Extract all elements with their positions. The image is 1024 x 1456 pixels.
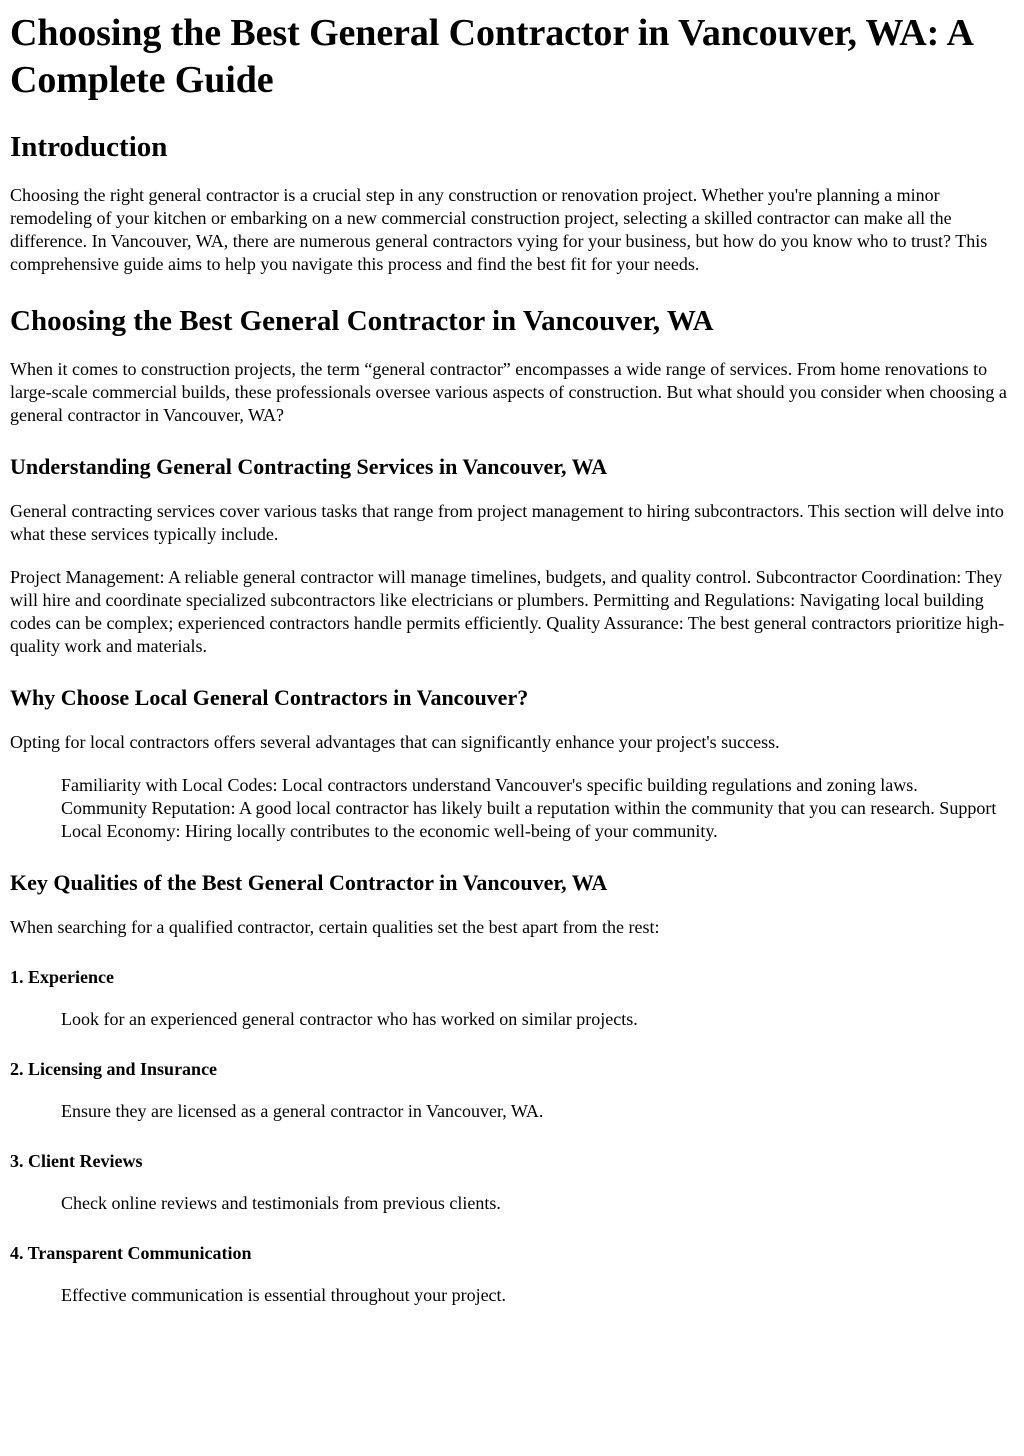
article [0,10,1024,1307]
services-list-paragraph: Project Management: A reliable general contractor will manage timelines, budgets, and quality control. Subcontractor Coordination: They will hire and coordinate specialized subcontractors like electricians or plumbers. Permitting and Regulations: Navigating local building codes can be complex; experienced contractors handle permits efficiently. Quality Assurance: The best general contractors prioritize high-quality work and materials. [10,567,1005,656]
main-section-heading: Choosing the Best General Contractor in Vancouver, WA [10,305,714,337]
qualities-paragraph: When searching for a qualified contractor, certain qualities set the best apart from the rest: [10,917,660,937]
local-heading: Why Choose Local General Contractors in Vancouver? [10,685,529,710]
quality-heading-experience: 1. Experience [10,967,114,987]
quality-text-communication: Effective communication is essential throughout your project. [61,1285,507,1305]
quality-text-licensing: Ensure they are licensed as a general contractor in Vancouver, WA. [61,1101,544,1121]
intro-paragraph: Choosing the right general contractor is a crucial step in any construction or renovation project. Whether you're planning a minor remodeling of your kitchen or embarking on a new commercial construction project, selecting a skilled contractor can make all the difference. In Vancouver, WA, there are numerous general contractors vying for your business, but how do you know who to trust? This comprehensive guide aims to help you navigate this process and find the best fit for your needs. [10,185,988,274]
quality-text-reviews: Check online reviews and testimonials from previous clients. [61,1193,501,1213]
quality-heading-reviews: 3. Client Reviews [10,1151,143,1171]
local-paragraph: Opting for local contractors offers several advantages that can significantly enhance your project's success. [10,732,780,752]
quality-text-experience: Look for an experienced general contractor who has worked on similar projects. [61,1009,638,1029]
qualities-heading: Key Qualities of the Best General Contractor in Vancouver, WA [10,870,608,895]
intro-heading: Introduction [10,131,168,163]
services-heading: Understanding General Contracting Services in Vancouver, WA [10,454,608,479]
page-title: Choosing the Best General Contractor in Vancouver, WA: A Complete Guide [10,12,972,101]
services-paragraph: General contracting services cover various tasks that range from project management to hiring subcontractors. This section will delve into what these services typically include. [10,501,1004,544]
main-section-paragraph: When it comes to construction projects, the term “general contractor” encompasses a wide range of services. From home renovations to large-scale commercial builds, these professionals oversee various aspects of construction. But what should you consider when choosing a general contractor in Vancouver, WA? [10,359,1007,425]
quality-heading-licensing: 2. Licensing and Insurance [10,1059,218,1079]
quality-heading-communication: 4. Transparent Communication [10,1243,252,1263]
local-benefits-quote: Familiarity with Local Codes: Local contractors understand Vancouver's specific building regulations and zoning laws. Community Reputation: A good local contractor has likely built a reputation within the community that you can research. Support Local Economy: Hiring locally contributes to the economic well-being of your community. [61,775,997,841]
